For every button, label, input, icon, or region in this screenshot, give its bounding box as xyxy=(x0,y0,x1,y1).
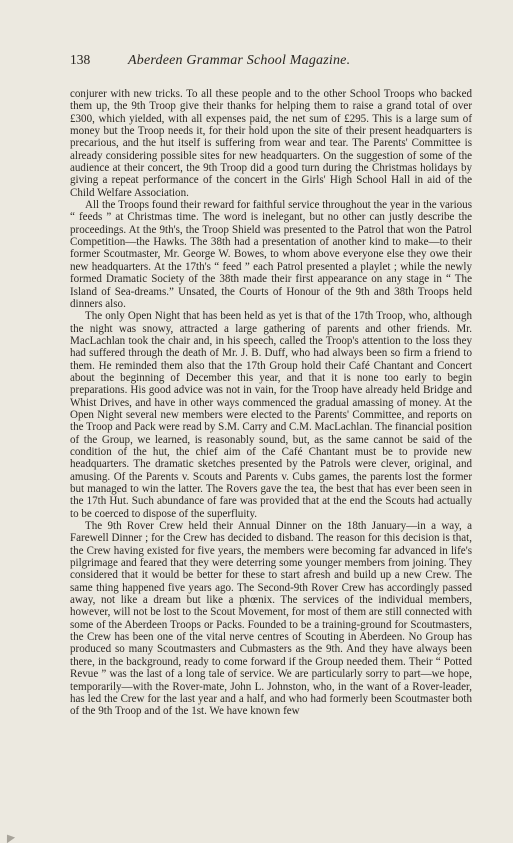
page-number: 138 xyxy=(70,52,91,67)
page-header xyxy=(70,52,472,72)
paragraph-continued: conjurer with new tricks. To all these people and to the other School Troops who backed them up, the 9th Troop give their thanks for helping them to raise a grand total of over £300, which yielded, with all expenses paid, the net sum of £295. This is a large sum of money but the Troop needs it, for their hold upon the site of their present headquarters is precarious, and the hut itself is suffering from wear and tear. The Parents' Committee is already considering possible sites for new headquarters. On the suggestion of some of the audience at their concert, the 9th Troop did a good turn during the Christmas holidays by giving a repeat performance of the concert in the Girls' High School Hall in aid of the Child Welfare Association. xyxy=(70,88,472,199)
paragraph-open-night: The only Open Night that has been held as yet is that of the 17th Troop, who, although the night was snowy, attracted a large gathering of parents and other friends. Mr. MacLachlan took the chair and, in his speech, called the Troop's attention to the loss they had suffered through the death of Mr. J. B. Duff, who had always been so firm a friend to them. He reminded them also that the 17th Group hold their Café Chantant and Concert about the beginning of December this year, and that it is none too early to begin preparations. His good advice was not in vain, for the Troop have already held Bridge and Whist Drives, and have in other ways commenced the gradual amassing of money. At the Open Night several new members were elected to the Parents' Committee, and reports on the Troop and Pack were read by S.M. Carry and C.M. MacLachlan. The financial position of the Group, we learned, is reasonably sound, but, as the same cannot be said of the condition of the hut, the chief aim of the Café Chantant must be to provide new headquarters. The dramatic sketches presented by the Patrols were clever, original, and amusing. Of the Parents v. Scouts and Parents v. Cubs games, the parents lost the former but managed to win the latter. The Rovers gave the tea, the best that has ever been seen in the 17th Hut. Such abundance of fare was provided that at the end the Scouts had actually to be coerced to dispose of the superfluity. xyxy=(70,310,472,520)
paragraph-christmas-feeds: All the Troops found their reward for faithful service throughout the year in the various “ feeds ” at Christmas time. The word is inelegant, but no other can justly describe the proceedings. At the 9th's, the Troop Shield was presented to the Patrol that won the Patrol Competition—the Hawks. The 38th had a presentation of another kind to make—to their former Scoutmaster, Mr. George W. Bowes, to whom above everyone else they owe their new headquarters. At the 17th's “ feed ” each Patrol presented a playlet ; while the newly formed Dramatic Society of the 38th made their first appearance on any stage in “ The Island of Sea-dreams.” Unsated, the Courts of Honour of the 9th and 38th Troops held dinners also. xyxy=(70,199,472,310)
running-title: Aberdeen Grammar School Magazine. xyxy=(128,53,351,68)
article-body xyxy=(70,88,472,718)
page-corner-mark xyxy=(3,832,15,843)
paragraph-rover-crew: The 9th Rover Crew held their Annual Dinner on the 18th January—in a way, a Farewell Dinner ; for the Crew has decided to disband. The reason for this decision is that, the Crew having existed for five years, the members were becoming far advanced in life's pilgrimage and feared that they were deterring some younger members from joining. They considered that it would be better for these to start afresh and build up a new Crew. The same thing happened five years ago. The Second-9th Rover Crew has accordingly passed away, not like a dream but like a phœnix. The services of the individual members, however, will not be lost to the Scout Movement, for most of them are still connected with some of the Aberdeen Troops or Packs. Founded to be a training-ground for Scoutmasters, the Crew has been one of the vital nerve centres of Scouting in Aberdeen. No Group has produced so many Scoutmasters and Cubmasters as the 9th. And they have always been there, in the background, ready to come forward if the Group needed them. Their “ Potted Revue ” was the last of a long tale of service. We are particularly sorry to part—we hope, temporarily—with the Rover-mate, John L. Johnston, who, in the want of a Rover-leader, has led the Crew for the last year and a half, and who had formerly been Scoutmaster both of the 9th Troop and of the 1st. We have known few xyxy=(70,520,472,718)
